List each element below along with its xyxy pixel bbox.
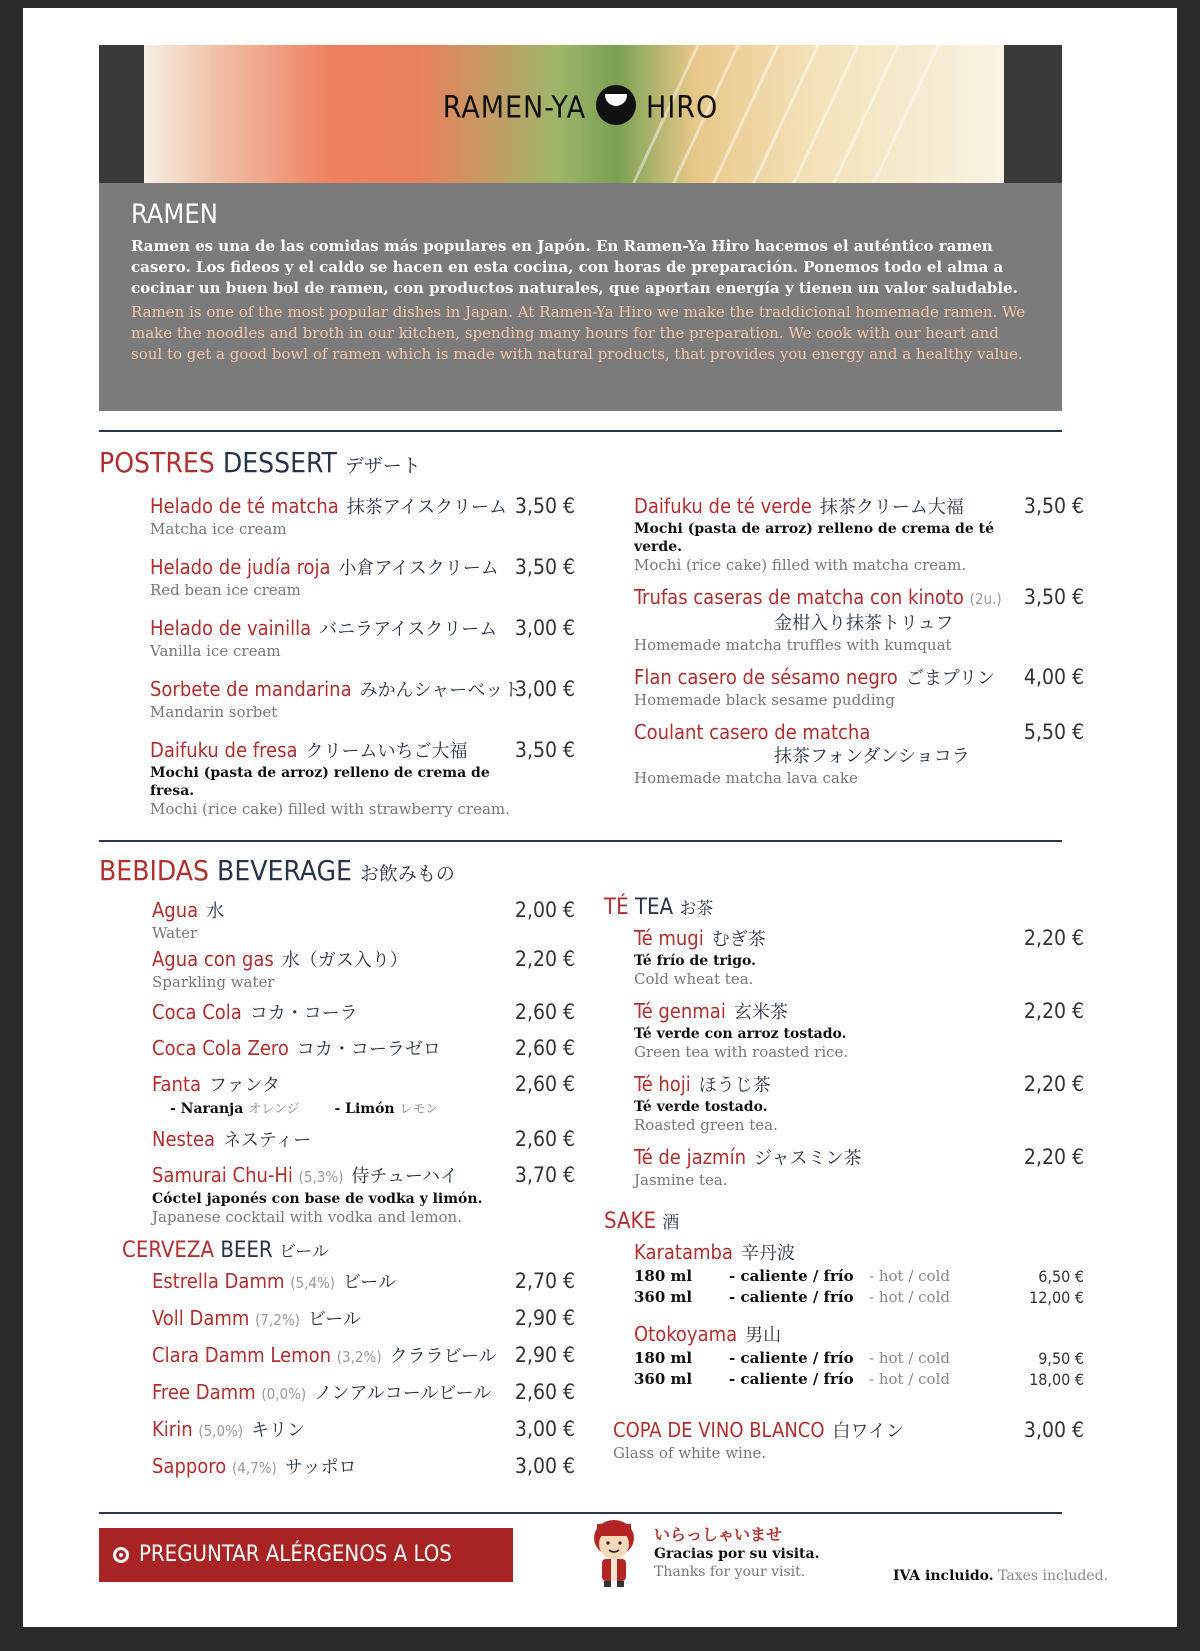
item-jp: 小倉アイスクリーム: [338, 558, 499, 579]
beer-item: [152, 1269, 575, 1296]
item-price: 2,60 €: [514, 1380, 575, 1404]
item-price: 2,20 €: [1023, 999, 1084, 1023]
dessert-right-column: [634, 494, 1084, 798]
item-jp: ビール: [343, 1272, 396, 1293]
item-jp: 侍チューハイ: [351, 1166, 459, 1187]
item-abv: (5,4%): [290, 1274, 336, 1292]
beer-title: [122, 1237, 575, 1263]
item-abv: (3,2%): [336, 1348, 382, 1366]
item-price: 4,00 €: [1023, 665, 1084, 689]
item-price: 2,90 €: [514, 1306, 575, 1330]
item-name: Kirin: [152, 1417, 193, 1441]
item-en: Glass of white wine.: [613, 1444, 767, 1462]
drink-item: [152, 1127, 575, 1153]
tea-item: [634, 999, 1084, 1062]
dessert-item: [634, 494, 1084, 575]
beer-title-dark: BEER: [220, 1238, 273, 1263]
tea-title-dark: TEA: [634, 895, 674, 920]
divider: [99, 1512, 1062, 1514]
item-jp: ジャスミン茶: [754, 1148, 862, 1169]
item-en: Matcha ice cream: [150, 520, 287, 538]
item-abv: (0,0%): [261, 1385, 307, 1403]
item-abv: (5,0%): [198, 1422, 244, 1440]
beer-item: [152, 1306, 575, 1333]
item-jp: むぎ茶: [711, 929, 766, 950]
logo-right: HIRO: [646, 90, 719, 126]
beverage-title: [99, 854, 455, 887]
beverage-right-column: [604, 894, 1084, 1473]
item-jp: 辛丹波: [740, 1243, 795, 1264]
item-jp: キリン: [251, 1420, 306, 1441]
item-price: 2,20 €: [1023, 1145, 1084, 1169]
allergens-text: PREGUNTAR ALÉRGENOS A LOS CAMAREROS: [139, 1542, 452, 1621]
thanks-en: Thanks for your visit.: [654, 1564, 806, 1580]
item-en: Sparkling water: [152, 973, 275, 991]
item-name: Flan casero de sésamo negro: [634, 665, 898, 689]
item-jp: みかんシャーベット: [359, 680, 522, 701]
item-jp: クララビール: [389, 1346, 497, 1367]
drink-item: [152, 947, 575, 992]
item-name: Daifuku de té verde: [634, 494, 812, 518]
dessert-item: [634, 665, 1084, 710]
dessert-item: [150, 616, 575, 661]
item-es: Mochi (pasta de arroz) relleno de crema de té verde.: [634, 521, 994, 555]
item-name: Helado de vainilla: [150, 616, 312, 640]
item-en: Homemade black sesame pudding: [634, 691, 895, 709]
dessert-item: [150, 738, 575, 819]
drink-item: [152, 1000, 575, 1026]
beverage-title-dark: BEVERAGE: [217, 854, 352, 887]
item-name: Coca Cola: [152, 1000, 242, 1024]
item-name: Coca Cola Zero: [152, 1036, 289, 1060]
item-price: 3,50 €: [514, 555, 575, 579]
beverage-left-column: [122, 898, 575, 1491]
beverage-title-red: BEBIDAS: [99, 854, 210, 887]
item-price: 2,20 €: [514, 947, 575, 971]
item-name: Té hoji: [634, 1072, 691, 1096]
item-en: Mandarin sorbet: [150, 703, 278, 721]
item-name: Free Damm: [152, 1380, 256, 1404]
sake-title: [604, 1208, 1084, 1234]
item-abv: (7,2%): [255, 1311, 300, 1329]
item-name: Otokoyama: [634, 1322, 738, 1346]
beer-title-jp: ビール: [278, 1242, 329, 1262]
item-name: Trufas caseras de matcha con kinoto: [634, 585, 964, 609]
sake-size-row: 360 ml - caliente / frío - hot / cold 12,00 €: [634, 1288, 1084, 1307]
item-es: Té verde tostado.: [634, 1099, 768, 1115]
item-es: Té verde con arroz tostado.: [634, 1026, 847, 1042]
tea-item: [634, 926, 1084, 989]
beer-item: [152, 1417, 575, 1444]
dessert-item: [634, 720, 1084, 788]
item-es: Té frío de trigo.: [634, 953, 757, 969]
item-en: Homemade matcha lava cake: [634, 769, 858, 787]
dessert-item: [150, 677, 575, 722]
item-jp: ネスティー: [223, 1130, 312, 1151]
item-name: Té mugi: [634, 926, 704, 950]
item-price: 3,50 €: [514, 738, 575, 762]
item-price: 2,70 €: [514, 1269, 575, 1293]
sake-item: [634, 1240, 1084, 1308]
fanta-options: [152, 1098, 575, 1117]
item-en: Japanese cocktail with vodka and lemon.: [152, 1208, 462, 1226]
item-jp: ノンアルコールビール: [314, 1383, 492, 1404]
item-price: 2,60 €: [514, 1036, 575, 1060]
item-jp: ほうじ茶: [698, 1075, 771, 1096]
dessert-item: [150, 555, 575, 600]
tax-note-es: IVA incluido.: [892, 1568, 994, 1584]
intro-spanish: Ramen es una de las comidas más populares en Japón. En Ramen-Ya Hiro hacemos el auténtico ramen casero. Los fideos y el caldo se hacen en esta cocina, con horas de preparación. Ponemos todo el alma a cocinar un buen bol de ramen, con productos naturales, que aportan energía y tienen un valor saludable.: [131, 237, 1018, 297]
item-name: Helado de té matcha: [150, 494, 339, 518]
dessert-left-column: [150, 494, 575, 829]
tea-item: [634, 1145, 1084, 1190]
item-name: Té genmai: [634, 999, 726, 1023]
item-es: Mochi (pasta de arroz) relleno de crema de fresa.: [150, 765, 490, 799]
item-name: Karatamba: [634, 1240, 733, 1264]
item-jp: コカ・コーラゼロ: [296, 1039, 441, 1060]
item-jp: 抹茶フォンダンショコラ: [774, 746, 970, 767]
beer-item: [152, 1343, 575, 1370]
item-jp: バニラアイスクリーム: [319, 619, 498, 640]
item-name: Agua con gas: [152, 947, 274, 971]
intro-title: RAMEN: [131, 199, 218, 230]
drink-item: [152, 1163, 575, 1227]
item-price: 3,00 €: [514, 677, 575, 701]
item-price: 5,50 €: [1023, 720, 1084, 744]
beer-title-red: CERVEZA: [122, 1238, 215, 1263]
item-en: Water: [152, 924, 198, 942]
item-price: 2,60 €: [514, 1127, 575, 1151]
item-en: Mochi (rice cake) filled with strawberry cream.: [150, 800, 510, 818]
item-name: Sorbete de mandarina: [150, 677, 352, 701]
item-price: 3,00 €: [514, 1417, 575, 1441]
item-price: 3,50 €: [1023, 585, 1084, 609]
bowl-icon: [596, 85, 636, 125]
dessert-item: [634, 585, 1084, 655]
drink-item: [152, 1072, 575, 1117]
item-jp: 玄米茶: [733, 1002, 788, 1023]
drink-item: [152, 898, 575, 943]
sake-title-jp: 酒: [662, 1213, 680, 1233]
item-en: Mochi (rice cake) filled with matcha cream.: [634, 556, 967, 574]
item-jp: 水: [206, 901, 225, 922]
item-price: 3,50 €: [514, 494, 575, 518]
item-jp: 金柑入り抹茶トリュフ: [774, 613, 954, 634]
item-jp: ビール: [307, 1309, 361, 1330]
item-jp: サッポロ: [284, 1457, 357, 1478]
item-abv: (4,7%): [232, 1459, 277, 1477]
item-price: 3,00 €: [1023, 1418, 1084, 1442]
thanks-block: [654, 1522, 819, 1582]
tea-title-red: TÉ: [604, 895, 629, 920]
item-abv: (5,3%): [298, 1168, 344, 1186]
item-name: Samurai Chu-Hi: [152, 1163, 293, 1187]
divider: [99, 430, 1062, 432]
item-name: COPA DE VINO BLANCO: [613, 1418, 825, 1442]
item-price: 3,00 €: [514, 1454, 575, 1478]
tea-title: [604, 894, 1084, 920]
divider: [99, 840, 1062, 842]
fanta-orange-jp: オレンジ: [248, 1102, 300, 1117]
item-en: Cold wheat tea.: [634, 970, 754, 988]
sake-size-row: 180 ml - caliente / frío - hot / cold 9,50 €: [634, 1349, 1084, 1368]
fanta-lemon: - Limón: [334, 1101, 395, 1117]
dessert-title: [99, 446, 421, 479]
item-jp: クリームいちご大福: [305, 741, 468, 762]
sake-size-row: 360 ml - caliente / frío - hot / cold 18,00 €: [634, 1370, 1084, 1389]
item-jp: 抹茶クリーム大福: [819, 497, 964, 518]
item-name: Té de jazmín: [634, 1145, 746, 1169]
item-jp: 白ワイン: [832, 1421, 904, 1442]
sake-title-red: SAKE: [604, 1209, 656, 1234]
item-en: Jasmine tea.: [634, 1171, 728, 1189]
dessert-title-jp: デザート: [344, 455, 421, 477]
logo-left: RAMEN-YA: [442, 90, 587, 126]
sake-item: [634, 1322, 1084, 1390]
item-jp: 男山: [745, 1325, 782, 1346]
intro-box: [99, 183, 1062, 411]
dessert-item: [150, 494, 575, 539]
item-name: Helado de judía roja: [150, 555, 331, 579]
item-name: Clara Damm Lemon: [152, 1343, 332, 1367]
logo: [99, 89, 1062, 129]
dessert-title-dark: DESSERT: [222, 446, 337, 479]
item-price: 2,20 €: [1023, 1072, 1084, 1096]
drink-item: [152, 1036, 575, 1062]
item-en: Red bean ice cream: [150, 581, 301, 599]
item-name: Fanta: [152, 1072, 202, 1096]
tea-item: [634, 1072, 1084, 1135]
item-jp: ファンタ: [209, 1075, 280, 1096]
item-name: Agua: [152, 898, 199, 922]
beverage-title-jp: お飲みもの: [359, 863, 455, 885]
tax-note: [893, 1568, 1108, 1584]
info-icon: [113, 1547, 129, 1563]
item-en: Roasted green tea.: [634, 1116, 778, 1134]
item-name: Nestea: [152, 1127, 216, 1151]
item-jp: ごまプリン: [905, 668, 995, 689]
item-price: 2,20 €: [1023, 926, 1084, 950]
sake-size-row: 180 ml - caliente / frío - hot / cold 6,50 €: [634, 1267, 1084, 1286]
item-name: Coulant casero de matcha: [634, 720, 871, 744]
item-en: Vanilla ice cream: [150, 642, 281, 660]
item-quantity: (2u.): [969, 590, 1002, 608]
item-es: Cóctel japonés con base de vodka y limón.: [152, 1191, 483, 1207]
thanks-es: Gracias por su visita.: [654, 1546, 820, 1562]
fanta-orange: - Naranja: [170, 1101, 244, 1117]
intro-english: Ramen is one of the most popular dishes in Japan. At Ramen-Ya Hiro we make the traddicional homemade ramen. We make the noodles and broth in our kitchen, spending many hours for the preparation. We cook with our heart and soul to get a good bowl of ramen which is made with natural products, that provides you energy and a healthy value.: [131, 303, 1026, 363]
beer-item: [152, 1380, 575, 1407]
item-jp: 水（ガス入り）: [281, 950, 408, 971]
wine-item: [613, 1418, 1084, 1463]
fanta-lemon-jp: レモン: [399, 1102, 439, 1117]
item-jp: コカ・コーラ: [249, 1003, 358, 1024]
item-price: 3,50 €: [1023, 494, 1084, 518]
item-en: Green tea with roasted rice.: [634, 1043, 849, 1061]
thanks-jp: いらっしゃいませ: [654, 1525, 783, 1544]
item-price: 2,60 €: [514, 1000, 575, 1024]
item-jp: 抹茶アイスクリーム: [346, 497, 507, 518]
dessert-title-red: POSTRES: [99, 446, 215, 479]
tea-title-jp: お茶: [679, 899, 714, 919]
allergens-banner: [99, 1528, 513, 1621]
item-price: 3,00 €: [514, 616, 575, 640]
beer-item: [152, 1454, 575, 1481]
hero-banner: [99, 45, 1062, 183]
item-price: 2,60 €: [514, 1072, 575, 1096]
item-price: 2,00 €: [514, 898, 575, 922]
item-en: Homemade matcha truffles with kumquat: [634, 636, 952, 654]
item-name: Sapporo: [152, 1454, 227, 1478]
item-name: Daifuku de fresa: [150, 738, 298, 762]
item-name: Voll Damm: [152, 1306, 250, 1330]
tax-note-en: Taxes included.: [998, 1568, 1108, 1584]
item-price: 3,70 €: [514, 1163, 575, 1187]
item-price: 2,90 €: [514, 1343, 575, 1367]
item-name: Estrella Damm: [152, 1269, 285, 1293]
mascot-icon: [591, 1518, 637, 1588]
